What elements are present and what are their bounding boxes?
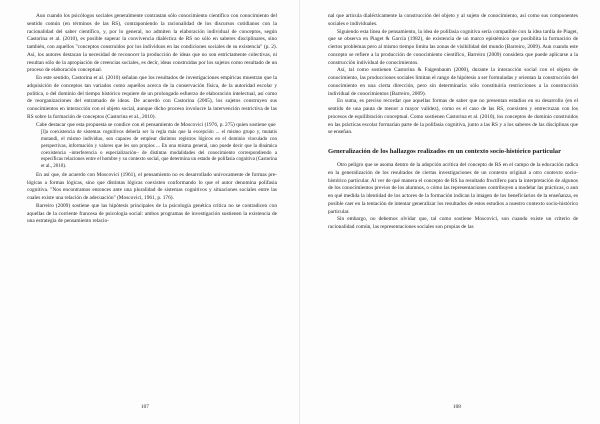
paragraph: En así que, de acuerdo con Moscovici (1961), el pensamiento no es desarrollado unívocamente de formas pre-lógicas a formas lógicas, sino que distintas lógicas coexisten conformando lo que el autor denomina polifasia cognitiva. "Nos encontramos entonces ante una pluralidad de sistemas cognitivos y situaciones sociales entre las cuales existe una relación de adecuación" (Moscovici, 1961, p. 176). <box>27 171 277 201</box>
page-number: 107 <box>141 404 149 410</box>
paragraph: En este sentido, Castorina et al. (2010) señalan que los resultados de investigaciones empíricas muestran que la adquisición de conceptos tan variados como aquellos acerca de la conservación física, de la autoridad escolar y política, o del dominio del tiempo histórico requiere de un prolongado esfuerzo de elaboración intelectual, así como de reorganizaciones del entramado de ideas. De acuerdo con Castorina (2005), los sujetos construyen sus conocimientos en interacción con el objeto social, aunque dicho proceso involucre la intervención restrictiva de las RS sobre la formación de conceptos (Castorina et al., 2010). <box>27 75 277 120</box>
paragraph: Otro peligro que se asoma dentro de la adopción acrítica del concepto de RS en el campo de la educación radica en la generalización de los resultados de ciertas investigaciones de un contexto original a otro contexto socio-histórico particular. Al ver de qué manera el concepto de RS ha resultado fructífero para la interpretación de algunos de los conocimientos previos de los alumnos, o cómo las representaciones contribuyen a modelar las prácticas, o aun en qué medida la identidad de los actores de la formación indican la imagen de los beneficiarios de la enseñanza, es posible caer en la tentación de intentar generalizar los resultados de estos estudios a nuestro contexto socio-histórico particular. <box>328 162 578 215</box>
right-page <box>300 0 600 424</box>
page-number: 108 <box>453 404 461 410</box>
right-page-body <box>328 13 578 232</box>
paragraph: Barreiro (2009) sostiene que las hipótesis principales de la psicología genética crítica no se contradicen con aquellas de la corriente francesa de psicología social: ambos programas de investigación sostienen la existencia de una estrategia de pensamiento relacio- <box>27 202 277 225</box>
paragraph: Sin embargo, no debemos olvidar que, tal como sostiene Moscovici, son cuando existe un criterio de racionalidad común, las representaciones sociales son propias de las <box>328 216 578 230</box>
paragraph: Cabe destacar que esta propuesta se condice con el pensamiento de Moscovici (1976, p. 275) quien sostiene que <box>36 121 276 128</box>
block-quote: [l]a coexistencia de sistemas cognitivos debería ser la regla más que la excepción ... el mismo grupo y, mutatis mutandi, el mismo individuo, son capaces de emplear distintos registros lógicos en el dominio vinculado con perspectivas, información y valores que les son propios ... En una misma general, uno puede decir que la dinámica coexistencia –interferencia o especialización– de distintas modalidades del conocimiento correspondiendo a específicas relaciones entre el hombre y su contexto social, que determina un estado de polifasia cognitiva (Castorina et al., 2010). <box>41 130 277 169</box>
paragraph: nal que articula dialécticamente la construcción del objeto y al sujeto de conocimiento, así como sus componentes sociales e individuales. <box>328 13 578 27</box>
section-heading: Generalización de los hallazgos realizados en un contexto socio-histórico particular <box>328 148 562 155</box>
paragraph: Aun cuando los psicólogos sociales generalmente contrastan sólo conocimiento científico con conocimiento del sentido común (en términos de las RS), contraponiendo la racionalidad de los discursos cotidianos con la racionalidad del saber científico, y, por lo general, no admiten la elaboración individual de conceptos, según Castorina et al. (2010), es posible superar la convivencia dialéctica de RS no sólo en saberes disciplinares, sino también, con aquellos "conceptos construidos por los individuos en las condiciones sociales de su existencia" (p. 2). Así, los autores destacan la necesidad de reconocer la producción de ideas que no son estrictamente colectivas, ni resultan sólo de la apropiación de creencias sociales, es decir, ideas construidas por los sujetos como resultado de un proceso de elaboración conceptual. <box>27 13 277 74</box>
paragraph: Así, tal como sostienen Castorina & Faigenbaum (2000), durante la interacción social con el objeto de conocimiento, las producciones sociales limitan el rango de hipótesis a ser formuladas y orientan la construcción del conocimiento en una cierta dirección, pero sin determinarla: sólo constituiría restricciones a la construcción individual de conocimientos (Barreiro, 2009). <box>328 67 578 97</box>
paragraph: En suma, es preciso recordar que aquellas formas de saber que no presentan estadios en su desarrollo (en el sentido de una pauta de menor a mayor validez), como es el caso de las RS, coexisten y entrecruzan con los procesos de equilibración conceptual. Como sostienen Castorina et al. (2010), los conceptos de dominio construidos en las prácticas escolar formarían parte de la polifasia cognitiva, junto a las RS y a los saberes de las disciplinas que se enseñan. <box>328 98 578 136</box>
left-page-body <box>27 13 277 226</box>
paragraph: Siguiendo esta línea de pensamiento, la idea de polifasia cognitiva sería compatible con la idea tardía de Piaget, que se observa en Piaget & García (1982), de existencia de un marco epistémico que posibilita la formación de ciertos problemas pero al mismo tiempo limita las zonas de visibilidad del mundo (Barreiro, 2009). Aun cuando este concepto se refiere a la producción de conocimiento científico, Barreiro (2009) considera que puede aplicarse a la construcción individual de conocimientos. <box>328 28 578 66</box>
